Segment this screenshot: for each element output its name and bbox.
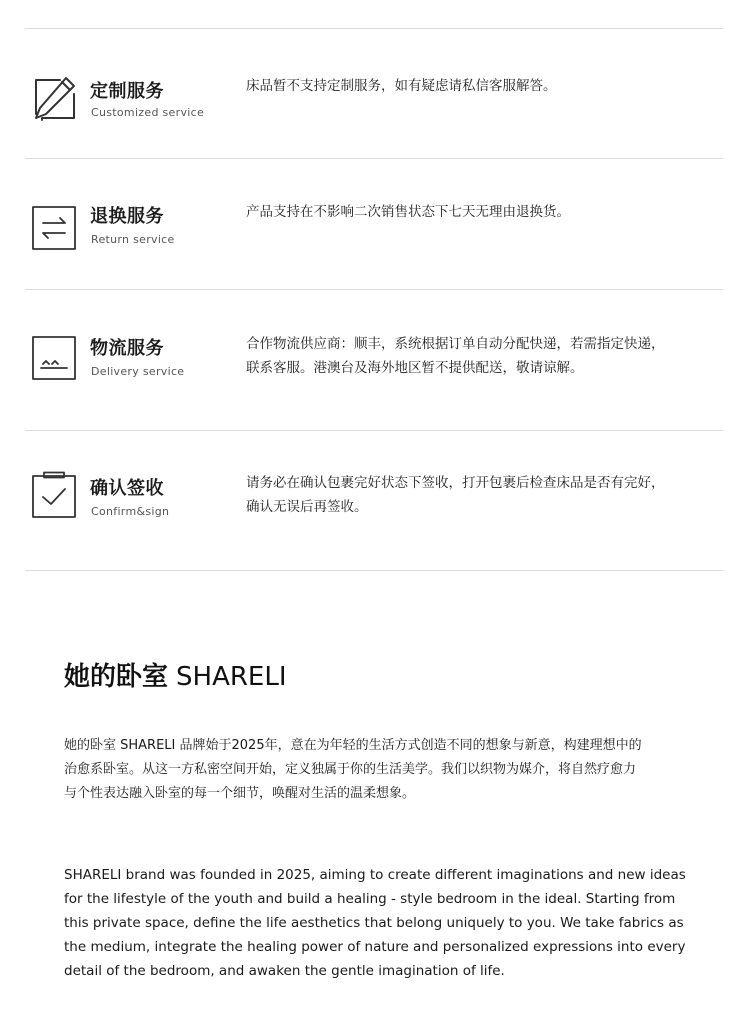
checkmark-clipboard-icon (30, 471, 78, 519)
brand-description-en-line: this private space, define the life aesthetics that belong uniquely to you. We take fabrics as (64, 915, 684, 931)
brand-title-cn: 她的卧室 (64, 662, 169, 692)
brand-description-en-line: for the lifestyle of the youth and build a healing - style bedroom in the ideal. Starting from (64, 891, 676, 907)
service-subtitle: Customized service (91, 106, 205, 119)
service-description-line: 床品暂不支持定制服务，如有疑虑请私信客服解答。 (246, 78, 557, 94)
brand-description-en-line: detail of the bedroom, and awaken the gentle imagination of life. (64, 963, 505, 979)
service-row-customized (25, 28, 723, 158)
brand-description-cn-line: 治愈系卧室。从这一方私密空间开始，定义独属于你的生活美学。我们以织物为媒介，将自然疗愈力 (64, 762, 637, 777)
service-subtitle: Delivery service (91, 365, 185, 378)
service-title: 退换服务 (90, 206, 164, 227)
service-row-delivery (25, 289, 723, 430)
brand-description-en (64, 863, 694, 983)
brand-description-cn-line: 与个性表达融入卧室的每一个细节，唤醒对生活的温柔想象。 (64, 786, 416, 801)
service-list (25, 28, 723, 571)
delivery-box-icon (30, 334, 78, 382)
service-description (246, 74, 716, 98)
brand-section (64, 655, 694, 979)
brand-description-cn (64, 734, 694, 806)
service-description-line: 合作物流供应商：顺丰，系统根据订单自动分配快递，若需指定快递， (246, 336, 665, 352)
service-description (246, 200, 716, 224)
service-description-line: 确认无误后再签收。 (246, 499, 368, 515)
service-row-return (25, 158, 723, 289)
exchange-arrows-icon (30, 204, 78, 252)
edit-square-icon (30, 74, 78, 122)
brand-description-en-line: the medium, integrate the healing power of nature and personalized expressions into every (64, 939, 686, 955)
service-description-line: 请务必在确认包裹完好状态下签收，打开包裹后检查床品是否有完好， (246, 475, 665, 491)
service-description-line: 联系客服。港澳台及海外地区暂不提供配送，敬请谅解。 (246, 360, 584, 376)
service-row-confirm (25, 430, 723, 571)
service-description (246, 471, 716, 519)
service-title: 确认签收 (90, 478, 164, 499)
brand-description-cn-line: 她的卧室 SHARELI 品牌始于2025年，意在为年轻的生活方式创造不同的想象与新意，构建理想中的 (64, 738, 642, 753)
service-description-line: 产品支持在不影响二次销售状态下七天无理由退换货。 (246, 204, 570, 220)
brand-title-en: SHARELI (176, 662, 287, 692)
service-title: 物流服务 (90, 338, 164, 359)
brand-title (64, 655, 694, 699)
service-subtitle: Return service (91, 233, 175, 246)
service-subtitle: Confirm&sign (91, 505, 170, 518)
service-description (246, 332, 716, 380)
brand-description-en-line: SHARELI brand was founded in 2025, aiming to create different imaginations and new ideas (64, 867, 686, 883)
service-title: 定制服务 (90, 81, 164, 102)
